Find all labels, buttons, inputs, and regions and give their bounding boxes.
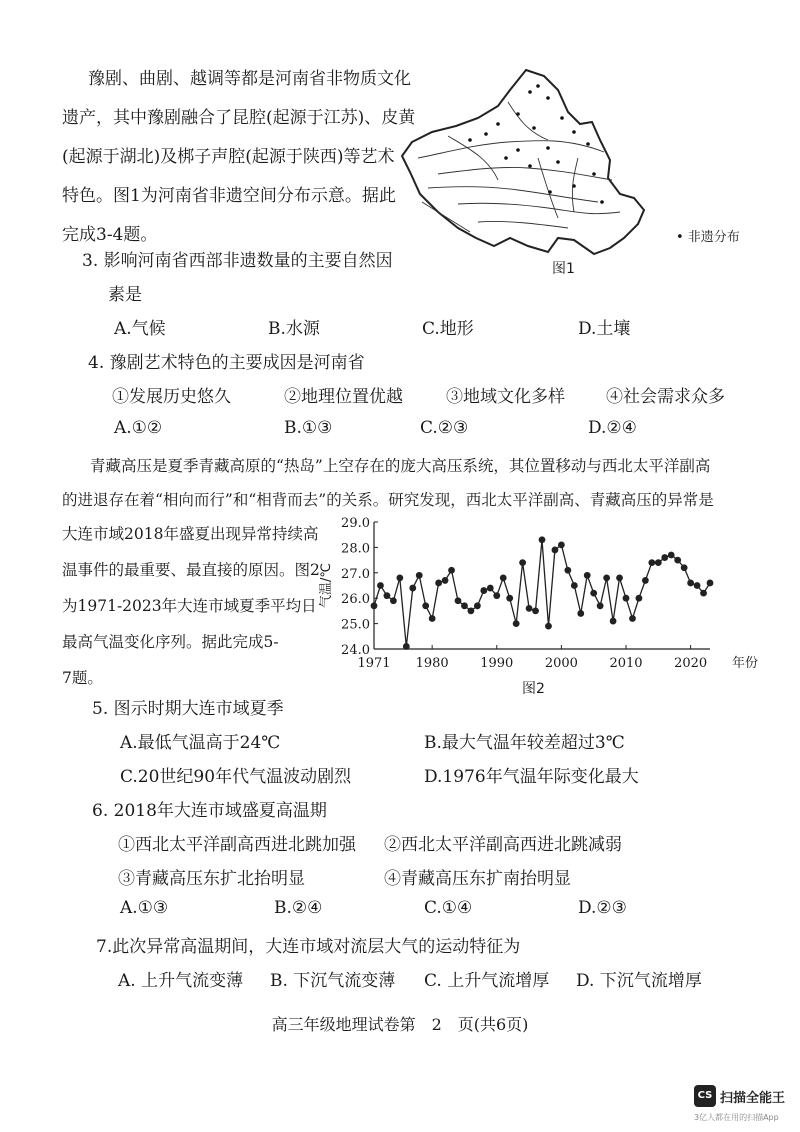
question-7-option-b[interactable]: B. 下沉气流变薄 [270,971,396,991]
intro2-side-line: 为1971-2023年大连市域夏季平均日 [62,597,317,615]
data-point [668,552,675,559]
data-point [674,557,681,564]
data-point [661,554,668,561]
henan-heritage-map [398,62,660,262]
question-5-option-b[interactable]: B.最大气温年较差超过3℃ [424,733,625,753]
data-point [584,572,591,579]
question-6-option-c[interactable]: C.①④ [424,898,473,918]
y-tick-label: 25.0 [341,617,370,633]
x-tick-label: 1971 [357,656,391,671]
intro1-line: 遗产，其中豫剧融合了昆腔(起源于江苏)、皮黄 [62,108,416,128]
data-point [468,608,475,615]
data-point [416,572,423,579]
data-point [545,623,552,630]
data-point [648,559,655,566]
y-axis-label: 气温/℃ [319,563,334,608]
data-point [707,580,714,587]
x-tick-label: 2020 [674,656,708,671]
data-point [694,582,701,589]
question-6-item-2: ②西北太平洋副高西进北跳减弱 [384,835,622,855]
data-point [409,585,416,592]
data-point [390,597,397,604]
intro2-line-2: 的进退存在着“相向而行”和“相背而去”的关系。研究发现，西北太平洋副高、青藏高压的异常是 [62,491,714,509]
question-3-stem-cont: 素是 [108,285,142,305]
x-tick-label: 2010 [609,656,643,671]
data-point [377,582,384,589]
cs-logo-icon: CS [694,1085,716,1107]
question-4-option-b[interactable]: B.①③ [284,418,333,438]
data-point [577,610,584,617]
data-point [642,577,649,584]
scanner-app-slogan: 3亿人都在用的扫描App [694,1113,779,1122]
data-point [681,564,688,571]
data-point [448,567,455,574]
question-4-option-d[interactable]: D.②④ [588,418,637,438]
data-point [590,590,597,597]
figure-1-caption: 图1 [552,261,575,277]
question-4-item-1: ①发展历史悠久 [112,387,231,407]
data-point [422,602,429,609]
data-point [603,574,610,581]
question-7-stem: 7.此次异常高温期间，大连市域对流层大气的运动特征为 [96,937,521,957]
intro-paragraph-1-rest [62,99,415,255]
data-point [655,559,662,566]
data-point [519,559,526,566]
question-7-option-c[interactable]: C. 上升气流增厚 [424,971,550,991]
intro2-side-line: 7题。 [62,669,103,687]
question-4-option-c[interactable]: C.②③ [420,418,469,438]
y-tick-label: 24.0 [341,643,370,658]
data-point [461,602,468,609]
temperature-series-line [374,540,710,647]
question-7-option-a[interactable]: A. 上升气流变薄 [118,971,244,991]
data-point [384,592,391,599]
y-tick-label: 28.0 [341,541,370,557]
data-point [371,602,378,609]
data-point [597,602,604,609]
data-point [636,595,643,602]
question-6-option-b[interactable]: B.②④ [274,898,323,918]
question-3-stem: 3. 影响河南省西部非遗数量的主要自然因 [82,251,393,271]
data-point [564,567,571,574]
data-point [429,615,436,622]
question-4-option-a[interactable]: A.①② [114,418,163,438]
question-6-option-a[interactable]: A.①③ [120,898,169,918]
map-legend: • 非遗分布 [676,230,740,245]
data-point [513,620,520,627]
intro2-side-line: 大连市域2018年盛夏出现异常持续高 [62,525,319,543]
question-5-option-c[interactable]: C.20世纪90年代气温波动剧烈 [120,767,352,787]
data-point [396,574,403,581]
question-4-item-3: ③地域文化多样 [446,387,565,407]
intro2-line-1: 青藏高压是夏季青藏高原的“热岛”上空存在的庞大高压系统，其位置移动与西北太平洋副高 [90,457,711,475]
data-point [435,580,442,587]
x-tick-label: 1990 [480,656,514,671]
data-point [506,595,513,602]
data-point [623,595,630,602]
question-3-option-d[interactable]: D.土壤 [578,319,631,339]
data-point [539,536,546,543]
intro1-line: (起源于湖北)及梆子声腔(起源于陕西)等艺术 [62,147,395,167]
data-point [571,582,578,589]
y-tick-label: 26.0 [341,592,370,608]
y-tick-label: 29.0 [341,516,370,531]
data-point [455,597,462,604]
data-point [687,580,694,587]
question-6-item-1: ①西北太平洋副高西进北跳加强 [118,835,356,855]
page-footer: 高三年级地理试卷第 2 页(共6页) [271,1015,529,1034]
intro2-side-line: 最高气温变化序列。据此完成5- [62,633,279,651]
data-point [700,590,707,597]
data-point [487,585,494,592]
intro-paragraph-2-side [62,516,320,696]
data-point [480,587,487,594]
question-7-option-d[interactable]: D. 下沉气流增厚 [576,971,702,991]
question-4-stem: 4. 豫剧艺术特色的主要成因是河南省 [88,353,365,373]
question-3-option-c[interactable]: C.地形 [422,319,474,339]
data-point [526,605,533,612]
intro-paragraph-1 [88,60,411,99]
scanner-watermark [694,1085,794,1125]
intro2-side-line: 温事件的最重要、最直接的原因。图2 [62,561,320,579]
data-point [552,547,559,554]
data-point [629,615,636,622]
figure-2-caption: 图2 [522,681,545,697]
y-tick-label: 27.0 [341,566,370,582]
chart-series [371,536,714,649]
intro1-line: 豫剧、曲剧、越调等都是河南省非物质文化 [88,69,411,89]
data-point [403,643,410,650]
data-point [616,574,623,581]
scanner-app-name: 扫描全能王 [720,1091,786,1106]
temperature-line-chart [318,512,798,692]
question-6-item-4: ④青藏高压东扩南抬明显 [384,869,571,889]
question-6-stem: 6. 2018年大连市域盛夏高温期 [92,801,327,821]
question-4-item-4: ④社会需求众多 [606,387,725,407]
question-4-item-2: ②地理位置优越 [284,387,403,407]
data-point [558,541,565,548]
data-point [442,577,449,584]
question-5-option-d[interactable]: D.1976年气温年际变化最大 [424,767,639,787]
data-point [500,574,507,581]
question-3-option-a[interactable]: A.气候 [114,319,166,339]
question-6-option-d[interactable]: D.②③ [578,898,627,918]
data-point [493,592,500,599]
data-point [474,602,481,609]
question-5-stem: 5. 图示时期大连市域夏季 [92,699,284,719]
data-point [610,618,617,625]
x-tick-label: 2000 [544,656,578,671]
question-6-item-3: ③青藏高压东扩北抬明显 [118,869,305,889]
question-5-option-a[interactable]: A.最低气温高于24℃ [120,733,281,753]
data-point [532,608,539,615]
intro1-line: 特色。图1为河南省非遗空间分布示意。据此 [62,186,396,206]
intro1-line: 完成3-4题。 [62,225,158,245]
question-3-option-b[interactable]: B.水源 [268,319,320,339]
x-axis-label: 年份 [732,656,759,671]
x-tick-label: 1980 [415,656,449,671]
